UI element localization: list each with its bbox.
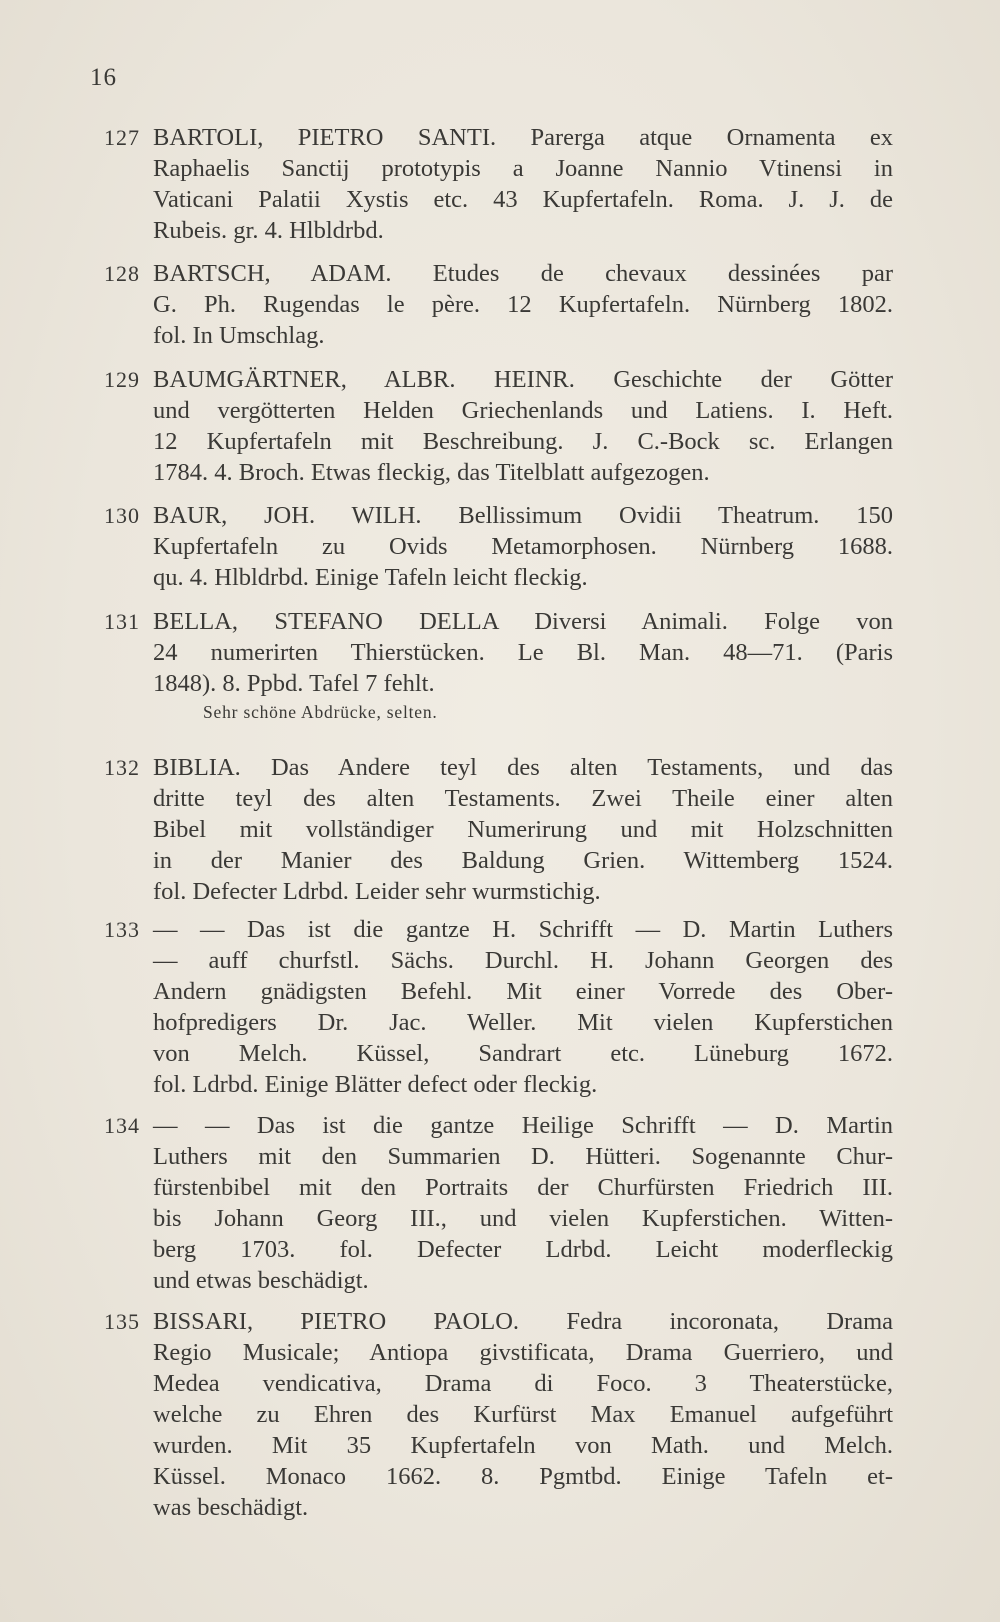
- entry-line: BAUR, JOH. WILH. Bellissimum Ovidii Theatrum. 150: [153, 502, 893, 529]
- entry-line: dritte teyl des alten Testaments. Zwei Theile einer alten: [153, 785, 893, 812]
- entry-line: BARTOLI, PIETRO SANTI. Parerga atque Ornamenta ex: [153, 124, 893, 151]
- entry-text: [153, 258, 893, 351]
- entry-line: Raphaelis Sanctij prototypis a Joanne Nannio Vtinensi in: [153, 155, 893, 182]
- entry-text: [153, 752, 893, 907]
- entry-line: Vaticani Palatii Xystis etc. 43 Kupfertafeln. Roma. J. J. de: [153, 186, 893, 213]
- entry-line: von Melch. Küssel, Sandrart etc. Lüneburg 1672.: [153, 1040, 893, 1067]
- entry-line: — — Das ist die gantze H. Schrifft — D. Martin Luthers: [153, 916, 893, 943]
- entry-line: Luthers mit den Summarien D. Hütteri. Sogenannte Chur-: [153, 1143, 893, 1170]
- entry-line: BARTSCH, ADAM. Etudes de chevaux dessinées par: [153, 260, 893, 287]
- entry-number: 127: [104, 125, 140, 150]
- entry-line: Medea vendicativa, Drama di Foco. 3 Theaterstücke,: [153, 1370, 893, 1397]
- entry-number: 129: [104, 367, 140, 392]
- entry-text: [153, 122, 893, 246]
- entry-line: BELLA, STEFANO DELLA Diversi Animali. Folge von: [153, 608, 893, 635]
- entry-number: 130: [104, 503, 140, 528]
- entry-number: 128: [104, 261, 140, 286]
- entry-line: 1784. 4. Broch. Etwas fleckig, das Titelblatt aufgezogen.: [153, 459, 710, 486]
- entry-line: Bibel mit vollständiger Numerirung und mit Holzschnitten: [153, 816, 893, 843]
- entry-line: Küssel. Monaco 1662. 8. Pgmtbd. Einige Tafeln et-: [153, 1463, 893, 1490]
- entry-text: [153, 364, 893, 488]
- entry-line: 1848). 8. Ppbd. Tafel 7 fehlt.: [153, 670, 435, 697]
- entry-line: 12 Kupfertafeln mit Beschreibung. J. C.-Bock sc. Erlangen: [153, 428, 893, 455]
- entry-line: fol. Defecter Ldrbd. Leider sehr wurmstichig.: [153, 878, 601, 905]
- entry-line: und etwas beschädigt.: [153, 1267, 369, 1294]
- entry-text: [153, 914, 893, 1100]
- entry-line: — auff churfstl. Sächs. Durchl. H. Johann Georgen des: [153, 947, 893, 974]
- entry-line: was beschädigt.: [153, 1494, 309, 1521]
- entry-line: BAUMGÄRTNER, ALBR. HEINR. Geschichte der Götter: [153, 366, 893, 393]
- entry-text: [153, 500, 893, 593]
- entry-line: fol. Ldrbd. Einige Blätter defect oder fleckig.: [153, 1071, 598, 1098]
- entry-line: G. Ph. Rugendas le père. 12 Kupfertafeln. Nürnberg 1802.: [153, 291, 893, 318]
- entry-note: Sehr schöne Abdrücke, selten.: [203, 702, 438, 722]
- entry-line: in der Manier des Baldung Grien. Wittemberg 1524.: [153, 847, 893, 874]
- entry-line: Regio Musicale; Antiopa givstificata, Drama Guerriero, und: [153, 1339, 893, 1366]
- entry-line: 24 numerirten Thierstücken. Le Bl. Man. 48—71. (Paris: [153, 639, 893, 666]
- entry-text: [153, 606, 893, 725]
- entry-number: 133: [104, 917, 140, 942]
- entry-line: — — Das ist die gantze Heilige Schrifft — D. Martin: [153, 1112, 893, 1139]
- entry-line: fol. In Umschlag.: [153, 322, 325, 349]
- entry-line: BISSARI, PIETRO PAOLO. Fedra incoronata, Drama: [153, 1308, 893, 1335]
- entry-line: und vergötterten Helden Griechenlands und Latiens. I. Heft.: [153, 397, 893, 424]
- entry-line: Andern gnädigsten Befehl. Mit einer Vorrede des Ober-: [153, 978, 893, 1005]
- entry-line: Rubeis. gr. 4. Hlbldrbd.: [153, 217, 384, 244]
- entry-line: BIBLIA. Das Andere teyl des alten Testaments, und das: [153, 754, 893, 781]
- page-number: 16: [90, 64, 117, 91]
- entry-number: 131: [104, 609, 140, 634]
- entry-line: berg 1703. fol. Defecter Ldrbd. Leicht moderfleckig: [153, 1236, 893, 1263]
- entry-number: 134: [104, 1113, 140, 1138]
- entry-text: [153, 1110, 893, 1296]
- entry-line: hofpredigers Dr. Jac. Weller. Mit vielen Kupferstichen: [153, 1009, 893, 1036]
- entry-line: fürstenbibel mit den Portraits der Churfürsten Friedrich III.: [153, 1174, 893, 1201]
- entry-line: Kupfertafeln zu Ovids Metamorphosen. Nürnberg 1688.: [153, 533, 893, 560]
- entry-line: qu. 4. Hlbldrbd. Einige Tafeln leicht fleckig.: [153, 564, 588, 591]
- entry-line: wurden. Mit 35 Kupfertafeln von Math. und Melch.: [153, 1432, 893, 1459]
- entry-line: bis Johann Georg III., und vielen Kupferstichen. Witten-: [153, 1205, 893, 1232]
- entry-text: [153, 1306, 893, 1523]
- entry-line: welche zu Ehren des Kurfürst Max Emanuel aufgeführt: [153, 1401, 893, 1428]
- entry-number: 132: [104, 755, 140, 780]
- entry-number: 135: [104, 1309, 140, 1334]
